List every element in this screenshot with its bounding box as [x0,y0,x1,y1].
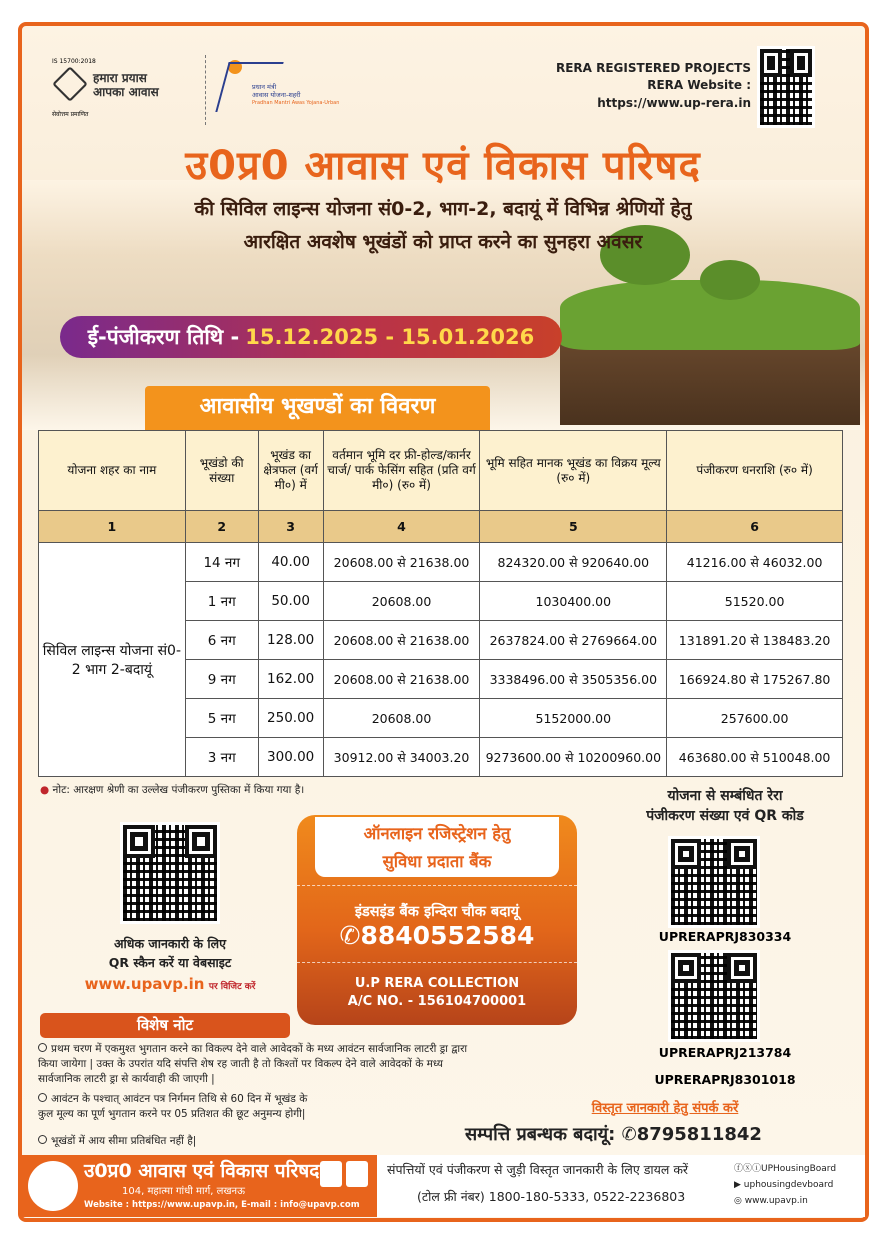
registration-dates: 15.12.2025 - 15.01.2026 [245,325,535,349]
table-cell: 250.00 [258,699,323,738]
footer-address: 104, महात्मा गांधी मार्ग, लखनऊ [122,1186,245,1197]
plots-table [38,430,843,777]
table-cell: 166924.80 से 175267.80 [667,660,843,699]
table-cell: 131891.20 से 138483.20 [667,621,843,660]
table-cell: 51520.00 [667,582,843,621]
table-cell: 2637824.00 से 2769664.00 [480,621,667,660]
table-cell: 20608.00 से 21638.00 [323,660,480,699]
iso-label: IS 15700:2018 [52,58,96,65]
table-cell: 5152000.00 [480,699,667,738]
footer-tollfree[interactable]: (टोल फ्री नंबर) 1800-180-5333, 0522-2236803 [417,1189,686,1204]
website-link[interactable]: www.upavp.in [84,974,205,993]
pmay-text-3: Pradhan Mantri Awas Yojana-Urban [252,99,340,106]
section-title: आवासीय भूखण्डों का विवरण [145,386,490,430]
bank-phone[interactable]: 8840552584 [360,921,535,950]
housing-board-seal-icon [28,1161,78,1211]
reservation-note: ● नोट: आरक्षण श्रेणी का उल्लेख पंजीकरण पुस्तिका में किया गया है। [40,784,305,796]
logo-caption: सेवोत्तम प्रमाणित [52,111,89,118]
footer-dial-text: संपत्तियों एवं पंजीकरण से जुड़ी विस्तृत जानकारी के लिए डायल करें [387,1162,689,1177]
col-header: भूमि सहित मानक भूखंड का विक्रय मूल्य (रु० में) [480,431,667,511]
table-cell: 20608.00 से 21638.00 [323,621,480,660]
scheme-name: सिविल लाइन्स योजना सं0-2 भाग 2-बदायूं [39,543,186,777]
page-title: उ0प्र0 आवास एवं विकास परिषद [185,143,701,189]
bank-heading-1: ऑनलाइन रजिस्ट्रेशन हेतु [363,824,511,843]
website-qr-code-icon [120,822,220,924]
manager-label: सम्पत्ति प्रबन्धक बदायूं: [465,1124,616,1145]
table-cell: 20608.00 [323,699,480,738]
table-cell: 20608.00 [323,582,480,621]
table-cell: 5 नग [185,699,258,738]
bank-name: इंडसइंड बैंक इन्दिरा चौक बदायूं [354,904,520,920]
table-cell: 300.00 [258,738,323,777]
table-cell: 6 नग [185,621,258,660]
table-cell: 30912.00 से 34003.20 [323,738,480,777]
rera-website-label: RERA Website : [647,78,751,93]
footer-website-email[interactable]: Website : https://www.upavp.in, E-mail : info@upavp.com [84,1200,360,1210]
divider [205,55,206,125]
footer-org-name: उ0प्र0 आवास एवं विकास परिषद [84,1160,320,1182]
tree-image [700,260,760,300]
bullet-icon [38,1043,47,1052]
table-cell: 1 नग [185,582,258,621]
phone-icon: ✆ [339,921,361,950]
table-cell: 3338496.00 से 3505356.00 [480,660,667,699]
table-cell: 824320.00 से 920640.00 [480,543,667,582]
special-note-item: भूखंडों में आय सीमा प्रतिबंधित नहीं है| [51,1135,197,1147]
bullet-icon [38,1093,47,1102]
registration-date-badge [60,316,562,358]
footer-site[interactable]: www.upavp.in [744,1196,808,1207]
rera-qr-code-1-icon [668,836,760,928]
contact-label: विस्तृत जानकारी हेतु संपर्क करें [591,1101,739,1116]
rera-heading-1: योजना से सम्बंधित रेरा [667,788,783,804]
pmay-text-1: प्रधान मंत्री [252,83,277,91]
col-header: योजना शहर का नाम [39,431,186,511]
account-name: U.P RERA COLLECTION [354,976,520,991]
rera-code-3: UPRERAPRJ8301018 [654,1072,796,1087]
col-header: भूखंडो की संख्या [185,431,258,511]
col-header: वर्तमान भूमि दर फ्री-होल्ड/कार्नर चार्ज/ पार्क फेसिंग सहित (प्रति वर्ग मी०) (रु० में) [323,431,480,511]
col-number: 4 [323,511,480,543]
special-note-item: प्रथम चरण में एकमुश्त भुगतान करने का विकल्प देने वाले आवेदकों के मध्य आवंटन सार्वजानिक लाटरी ड्रा द्वारा किया जायेगा | उक्त के उपरांत यदि संपत्ति शेष रह जाती है तो किश्तों पर विकल्प देने वाले आवेदकों के मध्य सार्वजानिक लाटरी ड्रा से कार्यवाही की जाएगी | [38,1043,468,1086]
qr-info-line-2: QR स्कैन करें या वेबसाइट [108,955,232,971]
col-number: 3 [258,511,323,543]
table-cell: 9 नग [185,660,258,699]
logo-text-1: हमारा प्रयास [93,71,147,85]
table-cell: 20608.00 से 21638.00 [323,543,480,582]
bullet-icon [38,1135,47,1144]
account-number: A/C NO. - 156104700001 [347,994,527,1010]
table-cell: 463680.00 से 510048.00 [667,738,843,777]
table-cell: 128.00 [258,621,323,660]
subtitle-line-2: आरक्षित अवशेष भूखंडों को प्राप्त करने का सुनहरा अवसर [243,231,643,253]
table-cell: 162.00 [258,660,323,699]
rera-code-2: UPRERAPRJ213784 [658,1045,792,1060]
rera-qr-code-icon [757,46,815,128]
footer [22,1155,865,1217]
rera-qr-code-2-icon [668,950,760,1042]
col-header: पंजीकरण धनराशि (रु० में) [667,431,843,511]
bank-heading-2: सुविधा प्रदाता बैंक [382,852,492,871]
table-cell: 41216.00 से 46032.00 [667,543,843,582]
manager-phone[interactable]: 8795811842 [636,1124,762,1145]
rera-code-1: UPRERAPRJ830334 [658,929,792,944]
table-cell: 50.00 [258,582,323,621]
col-number: 5 [480,511,667,543]
globe-icon: ◎ [734,1196,745,1207]
rera-heading-2: पंजीकरण संख्या एवं QR कोड [646,808,804,825]
special-note-item: आवंटन के पश्चात् आवंटन पत्र निर्गमन तिथि से 60 दिन में भूखंड के कुल मूल्य का पूर्ण भुगतान करने पर 05 प्रतिशत की छूट अनुमन्य होगी| [38,1093,308,1121]
bank-info-box [297,815,577,1025]
col-number: 6 [667,511,843,543]
special-note-title: विशेष नोट [40,1013,290,1038]
rera-website-link[interactable]: https://www.up-rera.in [597,95,751,110]
pmay-text-2: आवास योजना-शहरी [252,91,301,100]
youtube-handle[interactable]: uphousingdevboard [743,1180,834,1191]
table-cell: 257600.00 [667,699,843,738]
bis-icon [320,1161,342,1187]
iso-cert-icon [346,1161,368,1187]
phone-icon: ✆ [621,1124,637,1145]
col-number: 1 [39,511,186,543]
qr-info-line-1: अधिक जानकारी के लिए [114,936,226,951]
rera-label: RERA REGISTERED PROJECTS [555,61,751,75]
col-number: 2 [185,511,258,543]
table-row [39,543,843,582]
youtube-icon: ▶ [734,1180,744,1191]
visit-suffix: पर विजिट करें [208,981,256,992]
table-cell: 9273600.00 से 10200960.00 [480,738,667,777]
social-handle[interactable]: UPHousingBoard [761,1164,837,1174]
col-header: भूखंड का क्षेत्रफल (वर्ग मी०) में [258,431,323,511]
table-cell: 1030400.00 [480,582,667,621]
registration-label: ई-पंजीकरण तिथि - [87,325,240,349]
social-icons: ⓕⓧⓘ [734,1164,762,1174]
table-cell: 40.00 [258,543,323,582]
subtitle-line-1: की सिविल लाइन्स योजना सं0-2, भाग-2, बदायूं में विभिन्न श्रेणियों हेतु [194,198,692,220]
note-text: नोट: आरक्षण श्रेणी का उल्लेख पंजीकरण पुस्तिका में किया गया है। [52,784,305,796]
table-cell: 3 नग [185,738,258,777]
logo-text-2: आपका आवास [93,84,159,99]
table-cell: 14 नग [185,543,258,582]
